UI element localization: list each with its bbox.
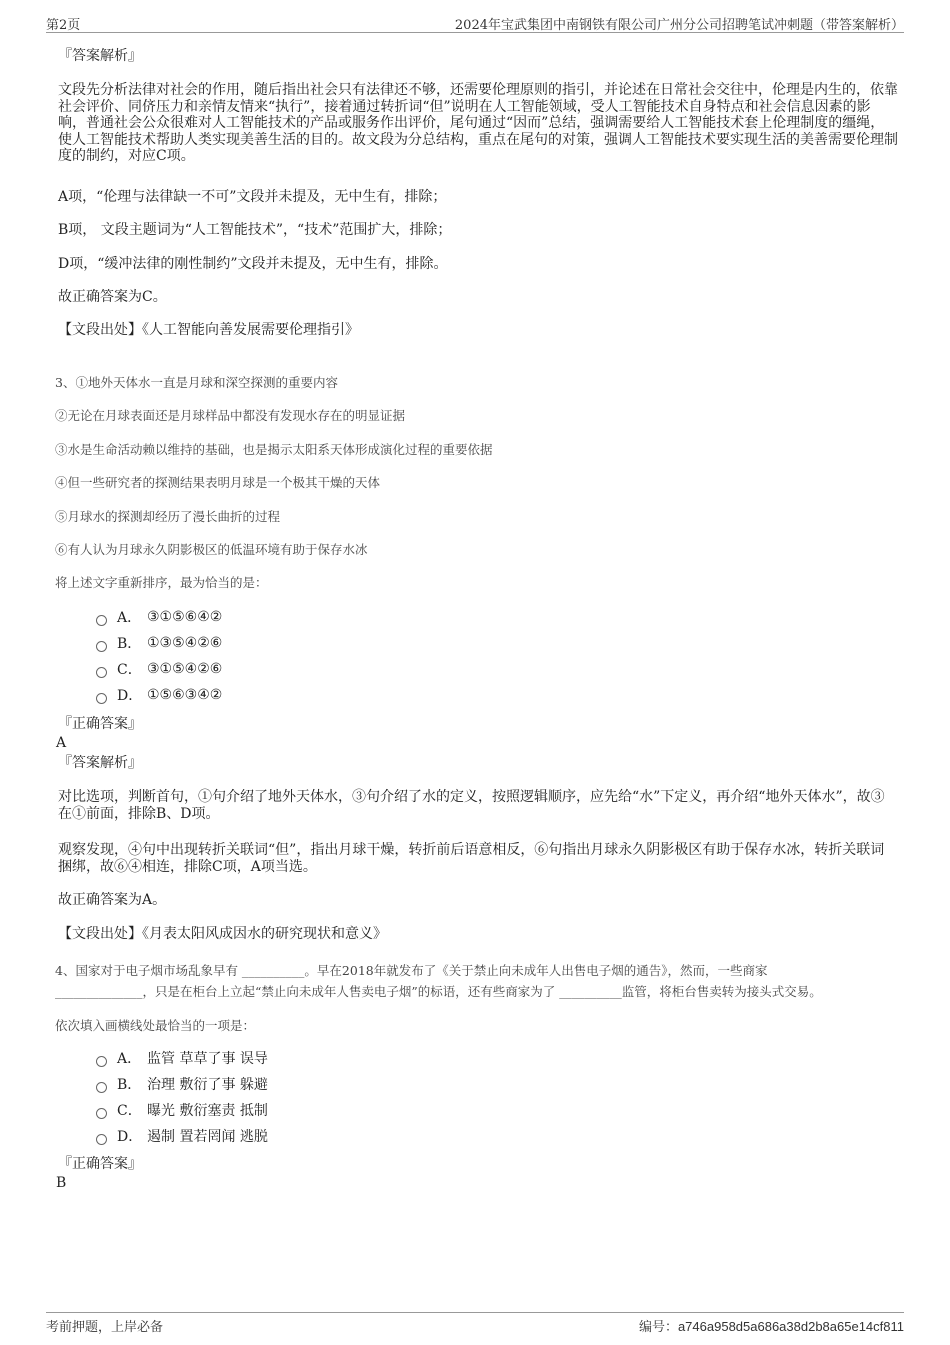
radio-circle-icon[interactable] xyxy=(96,1134,107,1145)
option-letter: D． xyxy=(117,1129,143,1145)
q3-stem-4: ④但一些研究者的探测结果表明月球是一个极其干燥的天体 xyxy=(55,475,381,490)
q4-answer-label: 『正确答案』 xyxy=(58,1156,142,1172)
radio-circle-icon[interactable] xyxy=(96,1082,107,1093)
option-letter: A． xyxy=(117,610,142,626)
q3-stem-5: ⑤月球水的探测却经历了漫长曲折的过程 xyxy=(55,509,281,524)
q3-option-b[interactable] xyxy=(96,630,496,656)
option-text: 监管 草草了事 误导 xyxy=(147,1051,268,1067)
q4-option-b[interactable] xyxy=(96,1071,496,1097)
q2-conclusion: 故正确答案为C。 xyxy=(58,289,167,305)
q4-options xyxy=(96,1045,496,1149)
radio-circle-icon[interactable] xyxy=(96,641,107,652)
q3-answer-label: 『正确答案』 xyxy=(58,716,142,732)
page-number: 第2页 xyxy=(46,18,81,33)
option-text: ①③⑤④②⑥ xyxy=(147,635,223,651)
q2-option-d-explain: D项，“缓冲法律的刚性制约”文段并未提及，无中生有，排除。 xyxy=(58,256,448,272)
q2-source: 【文段出处】《人工智能向善发展需要伦理指引》 xyxy=(58,322,359,338)
option-text: 治理 敷衍了事 躲避 xyxy=(147,1077,268,1093)
option-letter: C． xyxy=(117,1103,142,1119)
q3-option-c[interactable] xyxy=(96,656,496,682)
q2-analysis-paragraph: 文段先分析法律对社会的作用，随后指出社会只有法律还不够，还需要伦理原则的指引，并论述在日常社会交往中，伦理是内生的，依靠社会评价、同侪压力和亲情友情来“执行”，接着通过转折词“但”说明在人工智能领域，受人工智能技术自身特点和社会信息因素的影响，普通社会公众很难对人工智能技术的产品或服务作出评价，尾句通过“因而”总结，强调需要给人工智能技术套上伦理制度的缰绳，使人工智能技术帮助人类实现美善生活的目的。故文段为分总结构，重点在尾句的对策，强调人工智能技术要实现生活的美善需要伦理制度的制约，对应C项。 xyxy=(58,82,898,164)
radio-circle-icon[interactable] xyxy=(96,667,107,678)
q3-stem-6: ⑥有人认为月球永久阴影极区的低温环境有助于保存水冰 xyxy=(55,542,368,557)
document-title: 2024年宝武集团中南钢铁有限公司广州分公司招聘笔试冲刺题（带答案解析） xyxy=(454,18,904,33)
q3-analysis-paragraph-1: 对比选项，判断首句，①句介绍了地外天体水，③句介绍了水的定义，按照逻辑顺序，应先给“水”下定义，再介绍“地外天体水”，故③在①前面，排除B、D项。 xyxy=(58,789,885,822)
q3-option-a[interactable] xyxy=(96,604,496,630)
radio-circle-icon[interactable] xyxy=(96,693,107,704)
radio-circle-icon[interactable] xyxy=(96,1108,107,1119)
q3-stem-1: 3、①地外天体水一直是月球和深空探测的重要内容 xyxy=(55,375,338,390)
q3-conclusion: 故正确答案为A。 xyxy=(58,892,167,908)
q4-stem-line-1: 4、国家对于电子烟市场乱象早有 __________。早在2018年就发布了《关于禁止向未成年人出售电子烟的通告》，然而，一些商家 xyxy=(55,963,768,978)
page-header xyxy=(46,12,904,33)
q2-option-b-explain: B项， 文段主题词为“人工智能技术”，“技术”范围扩大，排除； xyxy=(58,222,452,238)
footer-code xyxy=(639,1316,904,1335)
option-text: ①⑤⑥③④② xyxy=(147,687,223,703)
q4-option-c[interactable] xyxy=(96,1097,496,1123)
q3-stem-2: ②无论在月球表面还是月球样品中都没有发现水存在的明显证据 xyxy=(55,408,406,423)
q3-analysis-paragraph-2: 观察发现，④句中出现转折关联词“但”，指出月球干燥，转折前后语意相反，⑥句指出月球永久阴影极区有助于保存水冰，转折关联词捆绑，故⑥④相连，排除C项，A项当选。 xyxy=(58,842,885,875)
q4-option-d[interactable] xyxy=(96,1123,496,1149)
q3-options xyxy=(96,604,496,708)
radio-circle-icon[interactable] xyxy=(96,615,107,626)
q2-analysis-label: 『答案解析』 xyxy=(58,48,142,64)
q3-source: 【文段出处】《月表太阳风成因水的研究现状和意义》 xyxy=(58,926,387,942)
footer-code-label: 编号： xyxy=(638,1320,678,1335)
q3-analysis-label: 『答案解析』 xyxy=(58,755,142,771)
q4-answer: B xyxy=(56,1175,67,1191)
q3-answer: A xyxy=(56,735,67,751)
radio-circle-icon[interactable] xyxy=(96,1056,107,1067)
option-text: ③①⑤④②⑥ xyxy=(147,661,223,677)
option-letter: D． xyxy=(117,688,143,704)
option-text: ③①⑤⑥④② xyxy=(147,609,223,625)
page-footer xyxy=(46,1312,904,1335)
option-letter: C． xyxy=(117,662,142,678)
option-letter: B． xyxy=(117,636,142,652)
option-letter: B． xyxy=(117,1077,142,1093)
q2-option-a-explain: A项，“伦理与法律缺一不可”文段并未提及，无中生有，排除； xyxy=(58,189,447,205)
footer-slogan: 考前押题，上岸必备 xyxy=(46,1320,164,1335)
option-text: 曝光 敷衍塞责 抵制 xyxy=(147,1103,268,1119)
footer-code-value: a746a958d5a686a38d2b8a65e14cf811 xyxy=(677,1319,904,1334)
q3-stem-3: ③水是生命活动赖以维持的基础，也是揭示太阳系天体形成演化过程的重要依据 xyxy=(55,442,493,457)
q4-option-a[interactable] xyxy=(96,1045,496,1071)
q3-prompt: 将上述文字重新排序，最为恰当的是： xyxy=(55,575,268,590)
q3-option-d[interactable] xyxy=(96,682,496,708)
q4-stem-line-2: ______________，只是在柜台上立起“禁止向未成年人售卖电子烟”的标语，还有些商家为了 __________监管，将柜台售卖转为接头式交易。 xyxy=(55,984,822,999)
option-text: 遏制 置若罔闻 逃脱 xyxy=(147,1129,268,1145)
q4-prompt: 依次填入画横线处最恰当的一项是： xyxy=(55,1018,256,1033)
option-letter: A． xyxy=(117,1051,142,1067)
